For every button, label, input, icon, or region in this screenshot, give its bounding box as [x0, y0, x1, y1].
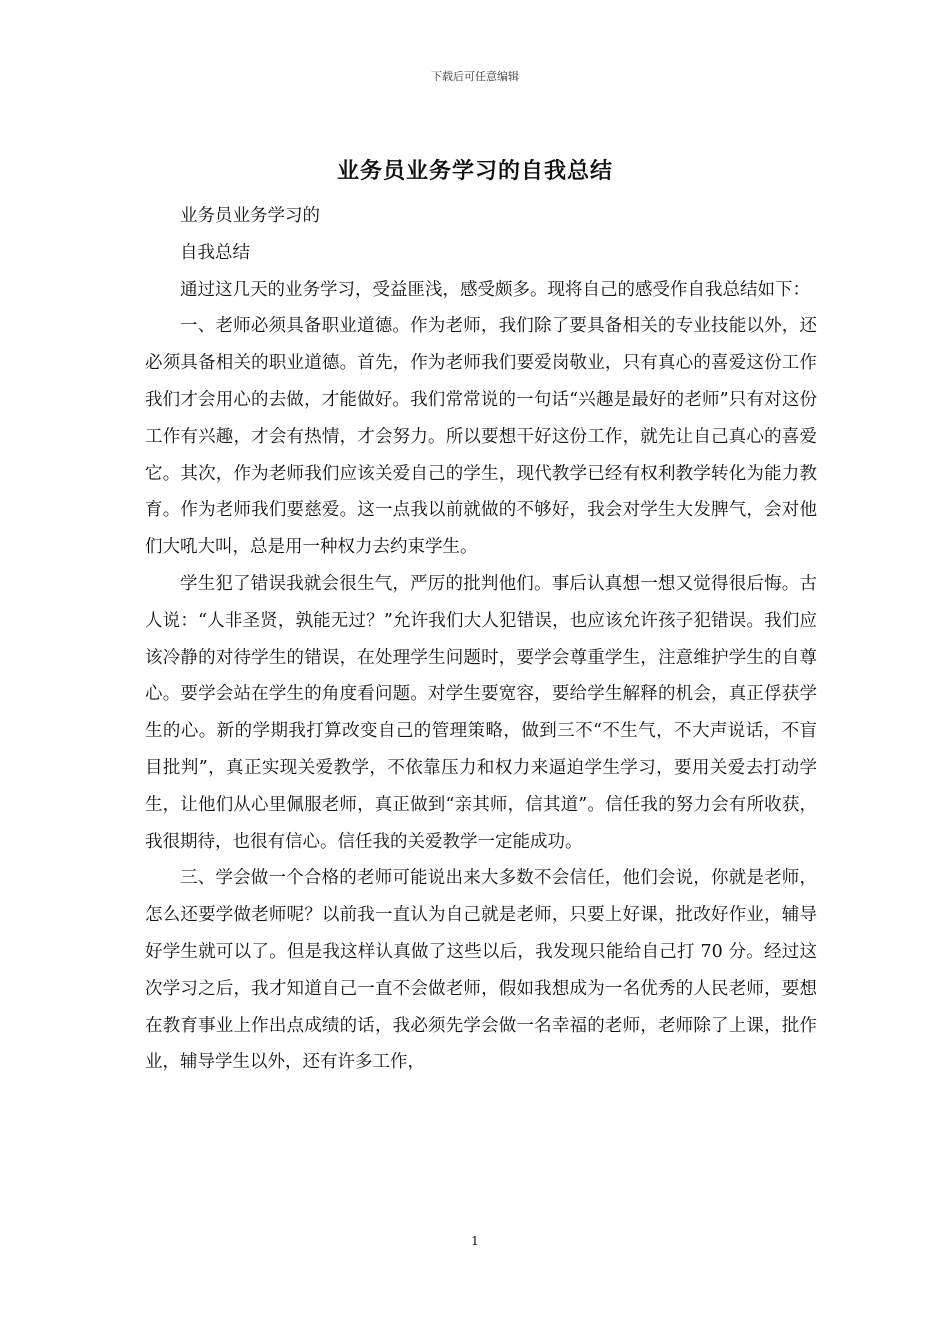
document-title: 业务员业务学习的自我总结: [336, 158, 613, 184]
body-paragraph-subtitle-2: 自我总结: [180, 242, 250, 263]
header-note: 下载后可任意编辑: [431, 70, 519, 83]
body-paragraph-intro: 通过这几天的业务学习，受益匪浅，感受颇多。现将自己的感受作自我总结如下：: [180, 279, 810, 300]
body-paragraph-section-3: 三、学会做一个合格的老师可能说出来大多数不会信任，他们会说，你就是老师，怎么还要学做老师呢？以前我一直认为自己就是老师，只要上好课，批改好作业，辅导好学生就可以了。但是我这样认真做了这些以后，我发现只能给自己打 70 分。经过这次学习之后，我才知道自己一直不会做老师，假如我想成为一名优秀的人民老师，要想在教育事业上作出点成绩的话，我必须先学会做一名幸福的老师，老师除了上课，批作业，辅导学生以外，还有许多工作，: [145, 868, 817, 1073]
page-number: 1: [471, 1234, 479, 1248]
body-paragraph-subtitle-1: 业务员业务学习的: [180, 206, 320, 226]
body-paragraph-section-1: 一、老师必须具备职业道德。作为老师，我们除了要具备相关的专业技能以外，还必须具备相关的职业道德。首先，作为老师我们要爱岗敬业，只有真心的喜爱这份工作我们才会用心的去做，才能做好。我们常常说的一句话“兴趣是最好的老师”只有对这份工作有兴趣，才会有热情，才会努力。所以要想干好这份工作，就先让自己真心的喜爱它。其次，作为老师我们应该关爱自己的学生，现代教学已经有权利教学转化为能力教育。作为老师我们要慈爱。这一点我以前就做的不够好，我会对学生大发脾气，会对他们大吼大叫，总是用一种权力去约束学生。: [145, 316, 817, 558]
document-body: [145, 198, 817, 1081]
body-paragraph-section-1-cont: 学生犯了错误我就会很生气，严厉的批判他们。事后认真想一想又觉得很后悔。古人说：“人非圣贤，孰能无过？”允许我们大人犯错误，也应该允许孩子犯错误。我们应该冷静的对待学生的错误，在处理学生问题时，要学会尊重学生，注意维护学生的自尊心。要学会站在学生的角度看问题。对学生要宽容，要给学生解释的机会，真正俘获学生的心。新的学期我打算改变自己的管理策略，做到三不“不生气，不大声说话，不盲目批判”，真正实现关爱教学，不依靠压力和权力来逼迫学生学习，要用关爱去打动学生，让他们从心里佩服老师，真正做到“亲其师，信其道”。信任我的努力会有所收获，我很期待，也很有信心。信任我的关爱教学一定能成功。: [145, 573, 817, 852]
